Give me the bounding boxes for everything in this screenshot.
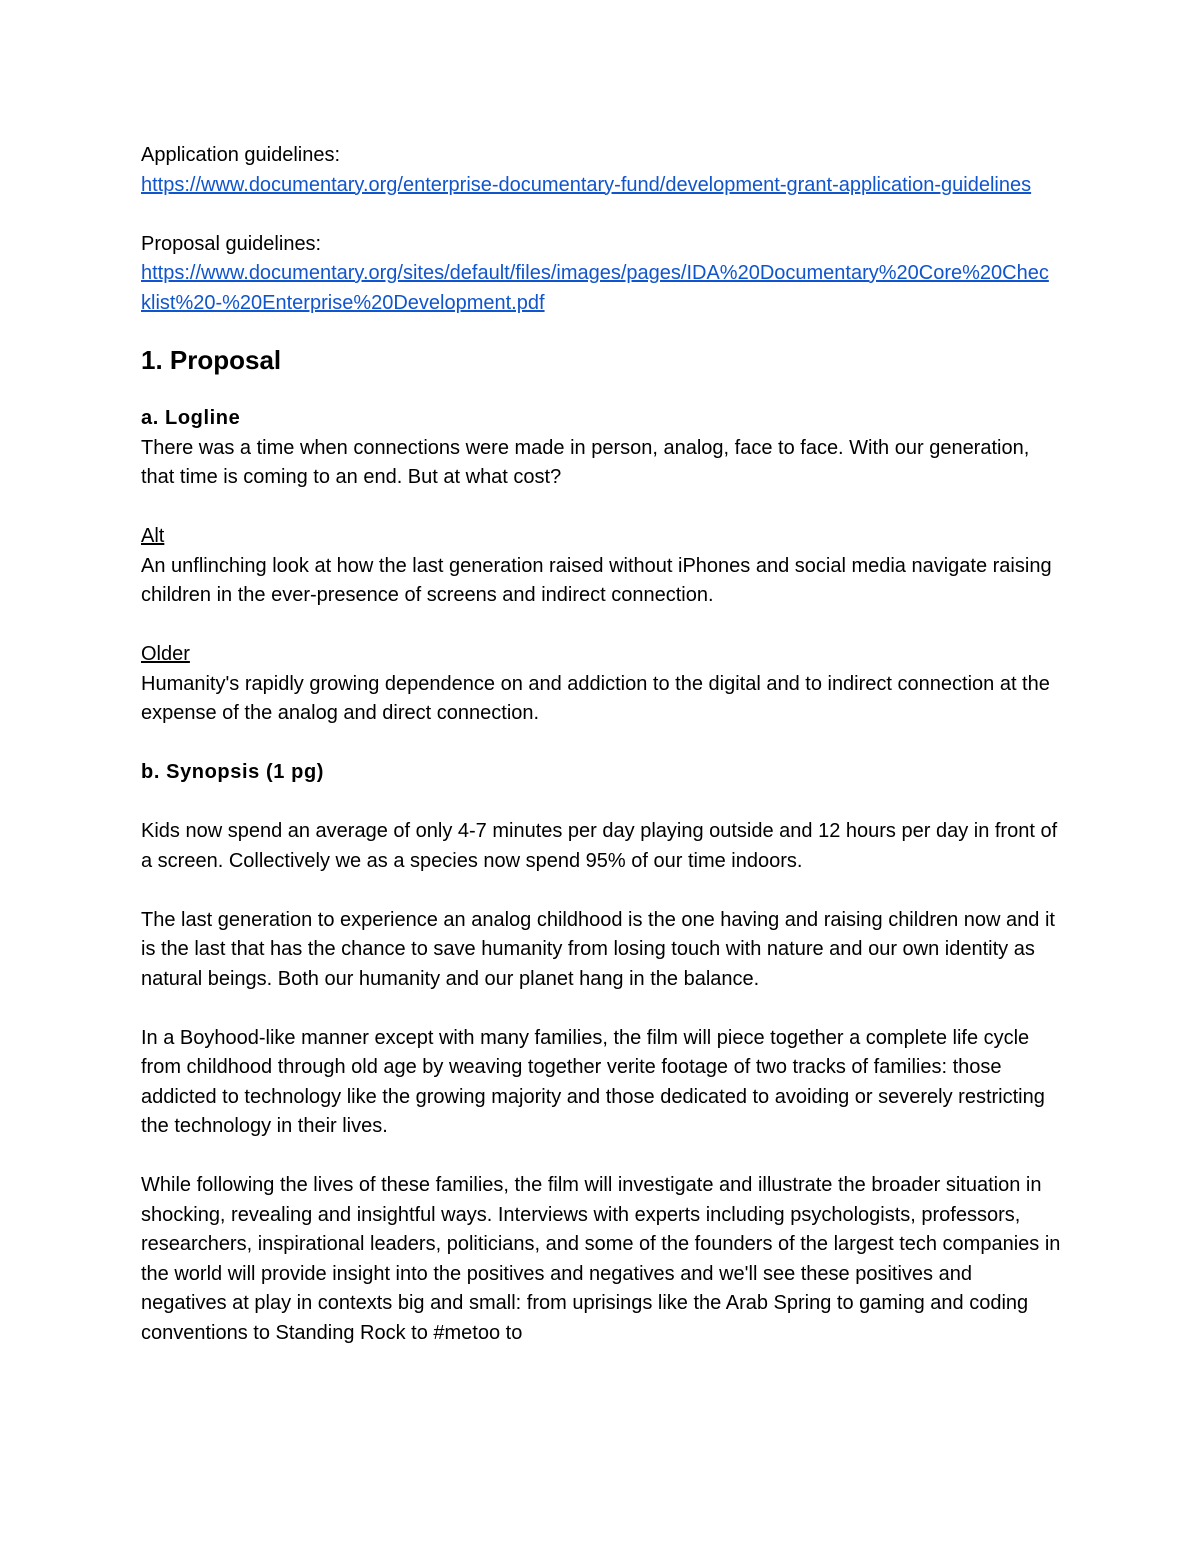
- application-guidelines-label: Application guidelines:: [141, 144, 341, 166]
- spacer: [141, 200, 1060, 230]
- older-text: Humanity's rapidly growing dependence on and addiction to the digital and to indirect connection at the expense of the analog and direct connection.: [141, 672, 1050, 724]
- application-guidelines-link[interactable]: https://www.documentary.org/enterprise-documentary-fund/development-grant-application-guidelines: [141, 173, 1032, 196]
- alt-text: An unflinching look at how the last generation raised without iPhones and social media navigate raising children in the ever-presence of screens and indirect connection.: [141, 554, 1052, 606]
- spacer: [141, 729, 1060, 759]
- section-heading: 1. Proposal: [141, 345, 282, 375]
- spacer: [141, 493, 1060, 523]
- spacer: [141, 994, 1060, 1024]
- spacer: [141, 1142, 1060, 1172]
- proposal-guidelines-label: Proposal guidelines:: [141, 232, 322, 255]
- alt-label: Alt: [141, 525, 165, 547]
- logline-text: There was a time when connections were made in person, analog, face to face. With our generation, that time is coming to an end. But at what cost?: [141, 436, 1030, 488]
- synopsis-paragraph: The last generation to experience an analog childhood is the one having and raising children now and it is the last that has the chance to save humanity from losing touch with nature and our own identity as natural beings. Both our humanity and our planet hang in the balance.: [141, 908, 1055, 990]
- spacer: [141, 788, 1060, 818]
- spacer: [141, 876, 1060, 906]
- older-label: Older: [141, 643, 190, 665]
- synopsis-heading: b. Synopsis (1 pg): [141, 761, 325, 783]
- synopsis-paragraph: In a Boyhood-like manner except with many families, the film will piece together a complete life cycle from childhood through old age by weaving together verite footage of two tracks of families: those addicted to technology like the growing majority and those dedicated to avoiding or severely restricting the technology in their lives.: [141, 1026, 1045, 1137]
- logline-heading: a. Logline: [141, 407, 241, 429]
- synopsis-paragraph: Kids now spend an average of only 4-7 minutes per day playing outside and 12 hours per day in front of a screen. Collectively we as a species now spend 95% of our time indoors.: [141, 820, 1058, 872]
- synopsis-paragraph: While following the lives of these families, the film will investigate and illustrate the broader situation in shocking, revealing and insightful ways. Interviews with experts including psychologists, professors, researchers, inspirational leaders, politicians, and some of the founders of the largest tech companies in the world will provide insight into the positives and negatives and we'll see these positives and negatives at play in contexts big and small: from uprisings like the Arab Spring to gaming and coding conventions to Standing Rock to #metoo to: [141, 1174, 1061, 1344]
- proposal-guidelines-link[interactable]: https://www.documentary.org/sites/default/files/images/pages/IDA%20Documentary%20Core%20Checklist%20-%20Enterprise%20Development.pdf: [141, 262, 1049, 314]
- spacer: [141, 611, 1060, 641]
